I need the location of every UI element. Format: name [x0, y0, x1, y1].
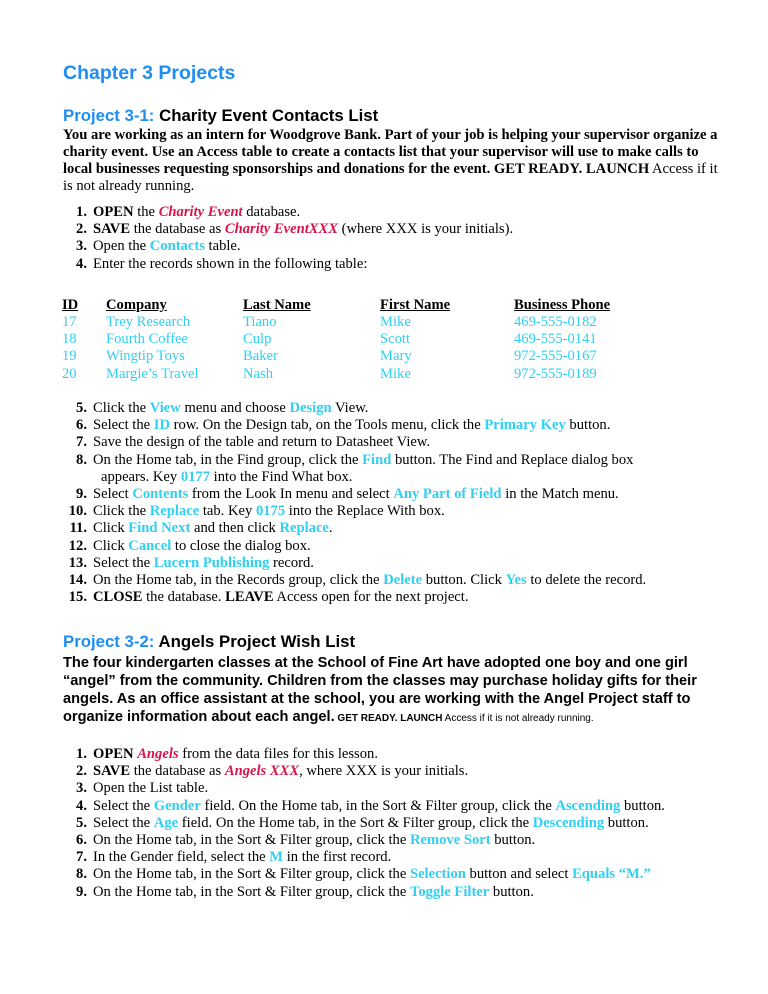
step-text: row. On the Design tab, on the Tools menu, click the [170, 417, 485, 434]
step-text: Select the [93, 554, 154, 571]
table-row [62, 314, 654, 331]
ui-term: Find Next [128, 520, 191, 537]
ui-term: 0177 [180, 468, 211, 485]
step-number: 2. [76, 763, 87, 780]
step-text: into the Find What box. [210, 468, 353, 485]
step-text: to delete the record. [526, 572, 647, 589]
cell-business-phone: 469-555-0141 [514, 331, 597, 348]
list-item [63, 866, 733, 883]
step-text: table. [204, 238, 241, 255]
ui-term: Replace [279, 520, 329, 537]
cell-last-name: Nash [243, 365, 273, 382]
ui-term: Delete [383, 572, 423, 589]
ui-term: Age [153, 814, 179, 831]
cell-business-phone: 972-555-0189 [514, 365, 597, 382]
list-item [63, 815, 733, 832]
cell-company: Margie’s Travel [106, 365, 199, 382]
file-name: Charity EventXXX [224, 221, 338, 238]
step-text: Access open for the next project. [273, 589, 469, 606]
step-text: Open the List table. [93, 780, 209, 797]
step-text: Select the [93, 814, 154, 831]
step-number: 4. [76, 797, 87, 814]
project-3-1-title: Charity Event Contacts List [154, 106, 379, 125]
step-text: field. On the Home tab, in the Sort & Filter group, click the [178, 814, 533, 831]
list-item [63, 832, 733, 849]
header-last-name: Last Name [243, 297, 311, 313]
step-text: in the first record. [283, 849, 392, 866]
cell-last-name: Culp [243, 331, 272, 348]
ui-term: Find [362, 451, 392, 468]
list-item [63, 486, 733, 503]
step-number: 14. [68, 572, 87, 589]
cell-last-name: Baker [243, 348, 278, 365]
step-text: record. [269, 554, 314, 571]
step-text: the [133, 204, 159, 220]
step-text: tab. Key [199, 503, 256, 520]
list-item [63, 452, 733, 469]
keyword: SAVE [93, 221, 131, 238]
list-item [63, 798, 733, 815]
step-text: , where XXX is your initials. [299, 763, 469, 780]
step-text: On the Home tab, in the Sort & Filter group, click the [93, 866, 410, 883]
list-item [63, 849, 733, 866]
step-text: button. [565, 417, 611, 434]
cell-first-name: Mike [380, 365, 411, 382]
step-text: from the Look In menu and select [188, 486, 394, 503]
step-text: button. [490, 832, 536, 849]
step-number: 3. [76, 780, 87, 797]
ui-term: Contacts [149, 238, 205, 255]
step-number: 8. [76, 451, 87, 468]
step-text: field. On the Home tab, in the Sort & Filter group, click the [200, 797, 556, 814]
ui-term: Yes [505, 572, 527, 589]
step-number: 7. [76, 849, 87, 866]
list-item [63, 520, 733, 537]
step-number: 13. [68, 554, 87, 571]
project-3-1-heading [63, 106, 378, 126]
cell-first-name: Scott [380, 331, 410, 348]
list-item [63, 589, 733, 606]
table-row [62, 348, 654, 365]
cell-company: Fourth Coffee [106, 331, 189, 348]
ui-term: Cancel [128, 537, 172, 554]
project-3-1-intro-bold: You are working as an intern for Woodgrove Bank. Part of your job is helping your supervisor organize a charity event. Use an Access table to create a contacts list that your supervisor will use to make calls to local businesses requesting sponsorships and donations for the event. GET READY. LAUNCH [63, 127, 718, 177]
step-text: Save the design of the table and return to Datasheet View. [93, 434, 431, 451]
step-number: 7. [76, 434, 87, 451]
cell-business-phone: 469-555-0182 [514, 314, 597, 330]
step-number: 12. [68, 537, 87, 554]
ui-term: Remove Sort [409, 832, 491, 849]
ui-term: Replace [149, 503, 200, 520]
step-text: Enter the records shown in the following table: [93, 255, 368, 272]
project-3-2-intro-bold: The four kindergarten classes at the School of Fine Art have adopted one boy and one girl “angel” from the community. Children from the classes may purchase holiday gifts for their angels. As an office assistant at the school, you are working with the Angel Project staff to organize information about each angel. [63, 655, 697, 725]
step-text: Select the [93, 797, 154, 814]
step-number: 9. [76, 883, 87, 900]
project-3-2-intro-get-ready: GET READY. LAUNCH [334, 713, 443, 724]
step-text: in the Match menu. [501, 486, 619, 503]
step-number: 9. [76, 486, 87, 503]
list-item [63, 780, 733, 797]
cell-last-name: Tiano [243, 314, 277, 330]
step-text: from the data files for this lesson. [178, 746, 378, 762]
keyword: LEAVE [225, 589, 274, 606]
step-text: Click [93, 520, 129, 537]
project-3-2-steps [63, 746, 733, 901]
table-row [62, 331, 654, 348]
step-number: 11. [69, 520, 87, 537]
ui-term: Primary Key [484, 417, 566, 434]
step-number: 6. [76, 417, 87, 434]
header-first-name: First Name [380, 297, 451, 313]
keyword: SAVE [93, 763, 131, 780]
list-item [63, 400, 733, 417]
step-text: On the Home tab, in the Sort & Filter group, click the [93, 832, 410, 849]
ui-term: Ascending [555, 797, 621, 814]
list-item [63, 555, 733, 572]
list-item [63, 746, 733, 763]
ui-term: View [149, 400, 181, 416]
step-number: 15. [68, 589, 87, 606]
list-item [63, 572, 733, 589]
project-3-2-number: Project 3-2: [63, 632, 155, 651]
project-3-1-steps-b [63, 400, 733, 606]
file-name: Charity Event [158, 204, 243, 220]
list-item [63, 238, 733, 255]
step-number: 8. [76, 866, 87, 883]
ui-term: Toggle Filter [409, 883, 490, 900]
step-number: 1. [76, 746, 87, 762]
step-text: Select the [93, 417, 154, 434]
header-company: Company [106, 297, 167, 313]
step-text: . [328, 520, 333, 537]
step-text: to close the dialog box. [171, 537, 311, 554]
project-3-1-steps-a [63, 204, 733, 273]
project-3-2-intro [63, 654, 733, 728]
step-text: View. [331, 400, 369, 416]
ui-term: ID [153, 417, 171, 434]
cell-id: 19 [62, 348, 77, 365]
step-text: the database. [142, 589, 226, 606]
project-3-2-heading [63, 632, 355, 652]
ui-term: Any Part of Field [393, 486, 502, 503]
step-text: On the Home tab, in the Sort & Filter group, click the [93, 883, 410, 900]
header-id: ID [62, 297, 79, 313]
file-name: Angels [137, 746, 179, 762]
project-3-1-number: Project 3-1: [63, 106, 155, 125]
file-name: Angels XXX [224, 763, 300, 780]
cell-id: 17 [62, 314, 77, 330]
ui-term: M [269, 849, 284, 866]
step-text: Click [93, 537, 129, 554]
project-3-1-intro-plain: Access if it is not already running. [63, 161, 718, 194]
ui-term: Design [289, 400, 332, 416]
step-text: Click the [93, 503, 150, 520]
step-text: button. Click [422, 572, 506, 589]
chapter-title: Chapter 3 Projects [63, 62, 236, 84]
cell-business-phone: 972-555-0167 [514, 348, 597, 365]
list-item [63, 538, 733, 555]
ui-term: Gender [153, 797, 201, 814]
step-text: button. [620, 797, 665, 814]
step-text: Select [93, 486, 133, 503]
step-text: database. [242, 204, 301, 220]
cell-first-name: Mary [380, 348, 412, 365]
cell-company: Wingtip Toys [106, 348, 185, 365]
step-text: into the Replace With box. [285, 503, 445, 520]
step-text: menu and choose [180, 400, 290, 416]
cell-company: Trey Research [106, 314, 191, 330]
ui-term: Descending [532, 814, 605, 831]
step-text: Click the [93, 400, 150, 416]
step-text: button. [489, 883, 534, 900]
list-item [63, 884, 733, 901]
step-text: button. [604, 814, 649, 831]
step-number: 2. [76, 221, 87, 238]
table-row [62, 366, 654, 383]
list-item [63, 503, 733, 520]
step-text: button. The Find and Replace dialog box [391, 451, 634, 468]
step-text: On the Home tab, in the Find group, click the [93, 451, 363, 468]
step-text: In the Gender field, select the [93, 849, 270, 866]
step-text: the database as [130, 221, 225, 238]
list-item [63, 256, 733, 273]
step-text: the database as [130, 763, 225, 780]
step-text: appears. Key [101, 468, 181, 485]
project-3-2-title: Angels Project Wish List [154, 632, 356, 651]
ui-term: Equals “M.” [572, 866, 651, 883]
ui-term: Selection [409, 866, 466, 883]
step-number: 5. [76, 814, 87, 831]
step-text: On the Home tab, in the Records group, click the [93, 572, 384, 589]
step-text: Open the [93, 238, 150, 255]
step-text: (where XXX is your initials). [338, 221, 514, 238]
list-item [63, 204, 733, 221]
cell-id: 18 [62, 331, 77, 348]
step-number: 10. [68, 503, 87, 520]
list-item [63, 434, 733, 451]
keyword: CLOSE [93, 589, 143, 606]
step-number: 5. [76, 400, 87, 416]
keyword: OPEN [93, 204, 134, 220]
list-item [63, 221, 733, 238]
header-business-phone: Business Phone [514, 297, 611, 313]
project-3-1-intro [63, 127, 723, 195]
cell-id: 20 [62, 365, 77, 382]
step-number: 3. [76, 238, 87, 255]
cell-first-name: Mike [380, 314, 411, 330]
step-text: button and select [465, 866, 573, 883]
step-text: and then click [190, 520, 280, 537]
list-item [63, 469, 733, 486]
step-number: 6. [76, 832, 87, 849]
ui-term: 0175 [255, 503, 286, 520]
contacts-table-header [62, 297, 654, 314]
step-number: 4. [76, 255, 87, 272]
project-3-2-intro-plain: Access if it is not already running. [442, 713, 594, 724]
ui-term: Lucern Publishing [153, 554, 270, 571]
keyword: OPEN [93, 746, 134, 762]
ui-term: Contents [132, 486, 189, 503]
list-item [63, 763, 733, 780]
step-number: 1. [76, 204, 87, 220]
list-item [63, 417, 733, 434]
contacts-table [62, 297, 654, 383]
